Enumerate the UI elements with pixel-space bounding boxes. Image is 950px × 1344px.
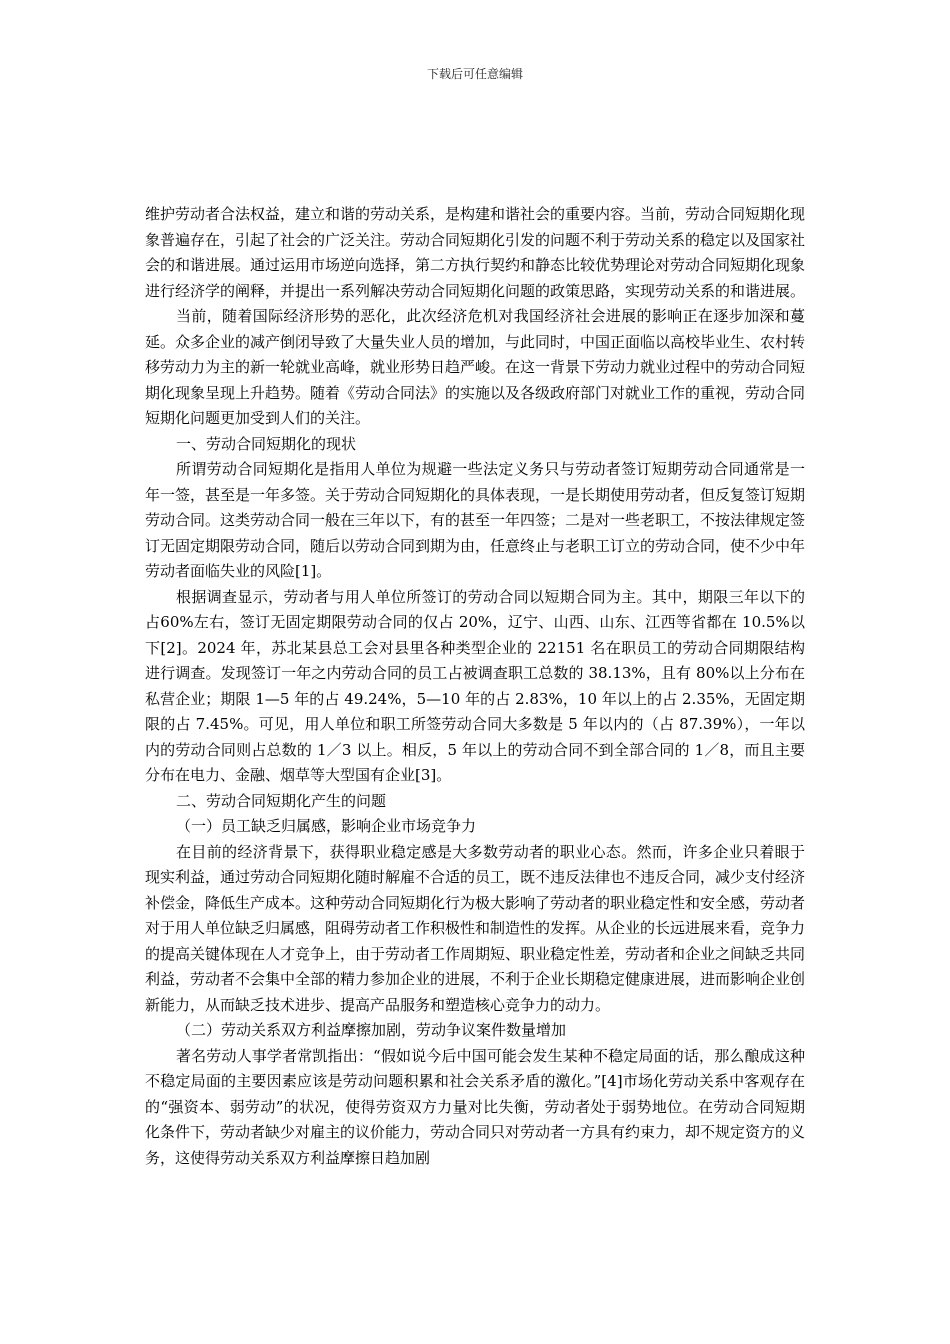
page-header-note: 下载后可任意编辑 bbox=[426, 67, 523, 81]
intro-paragraph: 当前，随着国际经济形势的恶化，此次经济危机对我国经济社会进展的影响正在逐步加深和蔓延。众多企业的减产倒闭导致了大量失业人员的增加，与此同时，中国正面临以高校毕业生、农村转移劳动力为主的新一轮就业高峰，就业形势日趋严峻。在这一背景下劳动力就业过程中的劳动合同短期化现象呈现上升趋势。随着《劳动合同法》的实施以及各级政府部门对就业工作的重视，劳动合同短期化问题更加受到人们的关注。 bbox=[145, 307, 806, 427]
body-paragraph: 根据调查显示，劳动者与用人单位所签订的劳动合同以短期合同为主。其中，期限三年以下的占60%左右，签订无固定期限劳动合同的仅占 20%，辽宁、山西、山东、江西等省都在 10.5%以下[2]。2024 年，苏北某县总工会对县里各种类型企业的 22151 名在职员工的劳动合同期限结构进行调查。发现签订一年之内劳动合同的员工占被调查职工总数的 38.13%，且有 80%以上分布在私营企业；期限 1—5 年的占 49.24%，5—10 年的占 2.83%，10 年以上的占 2.35%，无固定期限的占 7.45%。可见，用人单位和职工所签劳动合同大多数是 5 年以内的（占 87.39%），一年以内的劳动合同则占总数的 1／3 以上。相反，5 年以上的劳动合同不到全部合同的 1／8，而且主要分布在电力、金融、烟草等大型国有企业[3]。 bbox=[145, 587, 805, 784]
document-body bbox=[145, 202, 805, 1171]
subsection-heading-1: （一）员工缺乏归属感，影响企业市场竞争力 bbox=[176, 817, 477, 835]
subsection-heading-2: （二）劳动关系双方利益摩擦加剧，劳动争议案件数量增加 bbox=[176, 1021, 567, 1039]
body-paragraph: 著名劳动人事学者常凯指出：“假如说今后中国可能会发生某种不稳定局面的话，那么酿成这种不稳定局面的主要因素应该是劳动问题积累和社会关系矛盾的激化。”[4]市场化劳动关系中客观存在的“强资本、弱劳动”的状况，使得劳资双方力量对比失衡，劳动者处于弱势地位。在劳动合同短期化条件下，劳动者缺少对雇主的议价能力，劳动合同只对劳动者一方具有约束力，却不规定资方的义务，这使得劳动关系双方利益摩擦日趋加剧 bbox=[145, 1046, 806, 1167]
body-paragraph: 在目前的经济背景下，获得职业稳定感是大多数劳动者的职业心态。然而，许多企业只着眼于现实利益，通过劳动合同短期化随时解雇不合适的员工，既不违反法律也不违反合同，减少支付经济补偿金，降低生产成本。这种劳动合同短期化行为极大影响了劳动者的职业稳定性和安全感，劳动者对于用人单位缺乏归属感，阻碍劳动者工作积极性和制造性的发挥。从企业的长远进展来看，竞争力的提高关键体现在人才竞争上，由于劳动者工作周期短、职业稳定性差，劳动者和企业之间缺乏共同利益，劳动者不会集中全部的精力参加企业的进展，不利于企业长期稳定健康进展，进而影响企业创新能力，从而缺乏技术进步、提高产品服务和塑造核心竞争力的动力。 bbox=[145, 842, 806, 1014]
body-paragraph: 所谓劳动合同短期化是指用人单位为规避一些法定义务只与劳动者签订短期劳动合同通常是一年一签，甚至是一年多签。关于劳动合同短期化的具体表现，一是长期使用劳动者，但反复签订短期劳动合同。这类劳动合同一般在三年以下，有的甚至一年四签；二是对一些老职工，不按法律规定签订无固定期限劳动合同，随后以劳动合同到期为由，任意终止与老职工订立的劳动合同，使不少中年劳动者面临失业的风险[1]。 bbox=[145, 460, 806, 580]
section-heading-1: 一、劳动合同短期化的现状 bbox=[176, 434, 357, 453]
section-heading-2: 二、劳动合同短期化产生的问题 bbox=[176, 791, 387, 810]
abstract-paragraph: 维护劳动者合法权益，建立和谐的劳动关系，是构建和谐社会的重要内容。当前，劳动合同短期化现象普遍存在，引起了社会的广泛关注。劳动合同短期化引发的问题不利于劳动关系的稳定以及国家社会的和谐进展。通过运用市场逆向选择，第二方执行契约和静态比较优势理论对劳动合同短期化现象进行经济学的阐释，并提出一系列解决劳动合同短期化问题的政策思路，实现劳动关系的和谐进展。 bbox=[145, 205, 806, 300]
